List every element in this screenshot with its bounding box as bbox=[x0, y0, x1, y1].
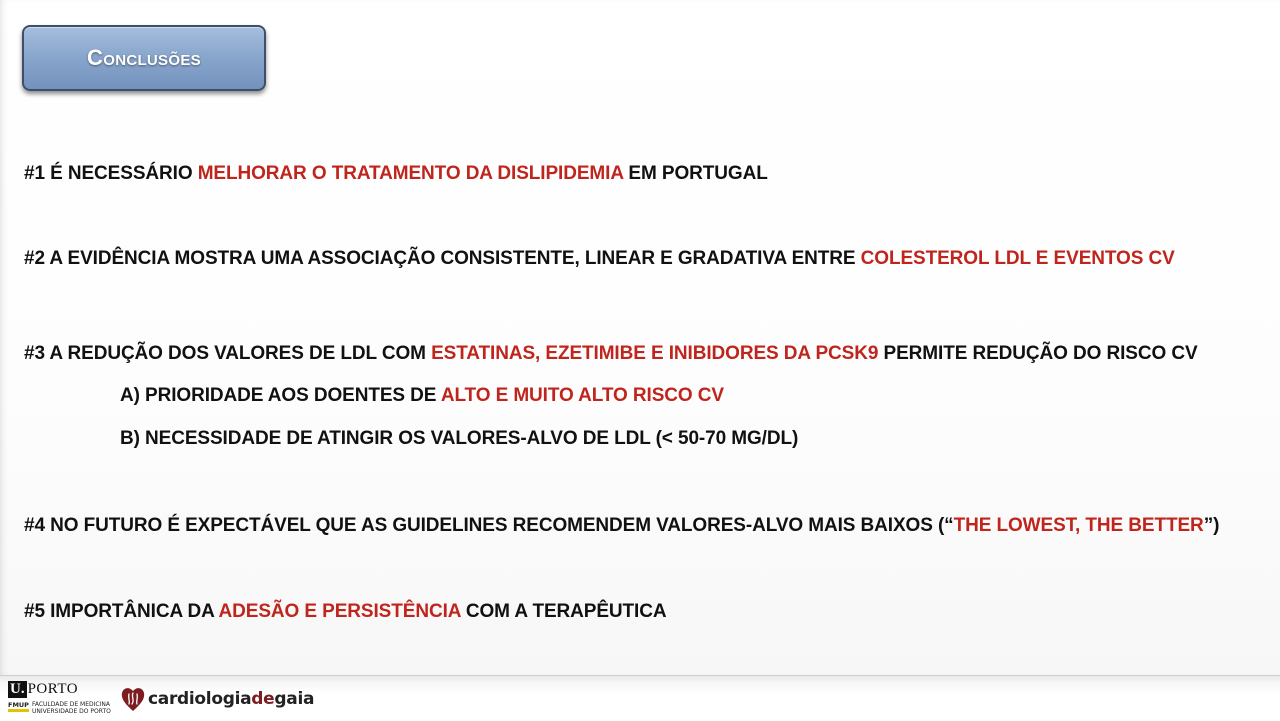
cardiologia-gaia-logo bbox=[120, 684, 314, 714]
conclusion-2-text: #2 A EVIDÊNCIA MOSTRA UMA ASSOCIAÇÃO CONSISTENTE, LINEAR E GRADATIVA ENTRE bbox=[24, 248, 861, 269]
conclusion-1-text-end: EM PORTUGAL bbox=[623, 163, 768, 184]
cgaia-part2: de bbox=[251, 689, 275, 709]
conclusion-4-text: #4 NO FUTURO É EXPECTÁVEL QUE AS GUIDELINES RECOMENDEM VALORES-ALVO MAIS BAIXOS (“ bbox=[24, 515, 954, 536]
cardiologia-gaia-wordmark bbox=[148, 689, 314, 709]
cgaia-part3: gaia bbox=[274, 689, 315, 709]
heart-logo-icon bbox=[120, 685, 146, 713]
conclusion-1 bbox=[24, 163, 768, 185]
footer-bar bbox=[0, 675, 1280, 721]
fmup-label bbox=[8, 702, 111, 715]
conclusion-3-text-end: PERMITE REDUÇÃO DO RISCO CV bbox=[878, 343, 1198, 364]
page-title: Conclusões bbox=[87, 45, 201, 70]
fmup-line2: UNIVERSIDADE DO PORTO bbox=[31, 707, 111, 715]
uporto-wordmark bbox=[8, 681, 78, 698]
conclusion-1-text: #1 É NECESSÁRIO bbox=[24, 163, 198, 184]
uporto-logo bbox=[8, 681, 111, 717]
fmup-line1: FACULDADE DE MEDICINA bbox=[31, 701, 110, 708]
uporto-letter: U. bbox=[10, 681, 25, 697]
conclusion-3b-text: B) NECESSIDADE DE ATINGIR OS VALORES-ALVO DE LDL (< 50-70 MG/DL) bbox=[120, 428, 799, 449]
conclusion-3a-text: A) PRIORIDADE AOS DOENTES DE bbox=[120, 385, 441, 406]
conclusion-5-highlight: ADESÃO E PERSISTÊNCIA bbox=[218, 601, 461, 622]
conclusion-1-highlight: MELHORAR O TRATAMENTO DA DISLIPIDEMIA bbox=[197, 163, 624, 184]
conclusion-3-sub-a bbox=[120, 385, 724, 407]
conclusion-3a-highlight: ALTO E MUITO ALTO RISCO CV bbox=[440, 385, 724, 406]
uporto-name: PORTO bbox=[27, 681, 79, 697]
conclusion-3 bbox=[24, 343, 1198, 365]
conclusion-4-text-end: ”) bbox=[1203, 515, 1220, 536]
fmup-tag: FMUP bbox=[8, 702, 29, 712]
conclusion-4 bbox=[24, 515, 1219, 537]
conclusion-2 bbox=[24, 248, 1175, 270]
conclusion-3-text: #3 A REDUÇÃO DOS VALORES DE LDL COM bbox=[24, 343, 432, 364]
conclusion-4-highlight: THE LOWEST, THE BETTER bbox=[953, 515, 1204, 536]
conclusion-5 bbox=[24, 601, 666, 623]
title-box bbox=[22, 25, 266, 91]
cgaia-part1: cardiologia bbox=[148, 689, 252, 709]
conclusion-3-highlight: ESTATINAS, EZETIMIBE E INIBIDORES DA PCSK9 bbox=[431, 343, 879, 364]
conclusion-2-highlight: COLESTEROL LDL E EVENTOS CV bbox=[860, 248, 1175, 269]
conclusion-5-text: #5 IMPORTÂNICA DA bbox=[24, 601, 219, 622]
conclusion-5-text-end: COM A TERAPÊUTICA bbox=[460, 601, 667, 622]
conclusion-3-sub-b bbox=[120, 428, 798, 450]
